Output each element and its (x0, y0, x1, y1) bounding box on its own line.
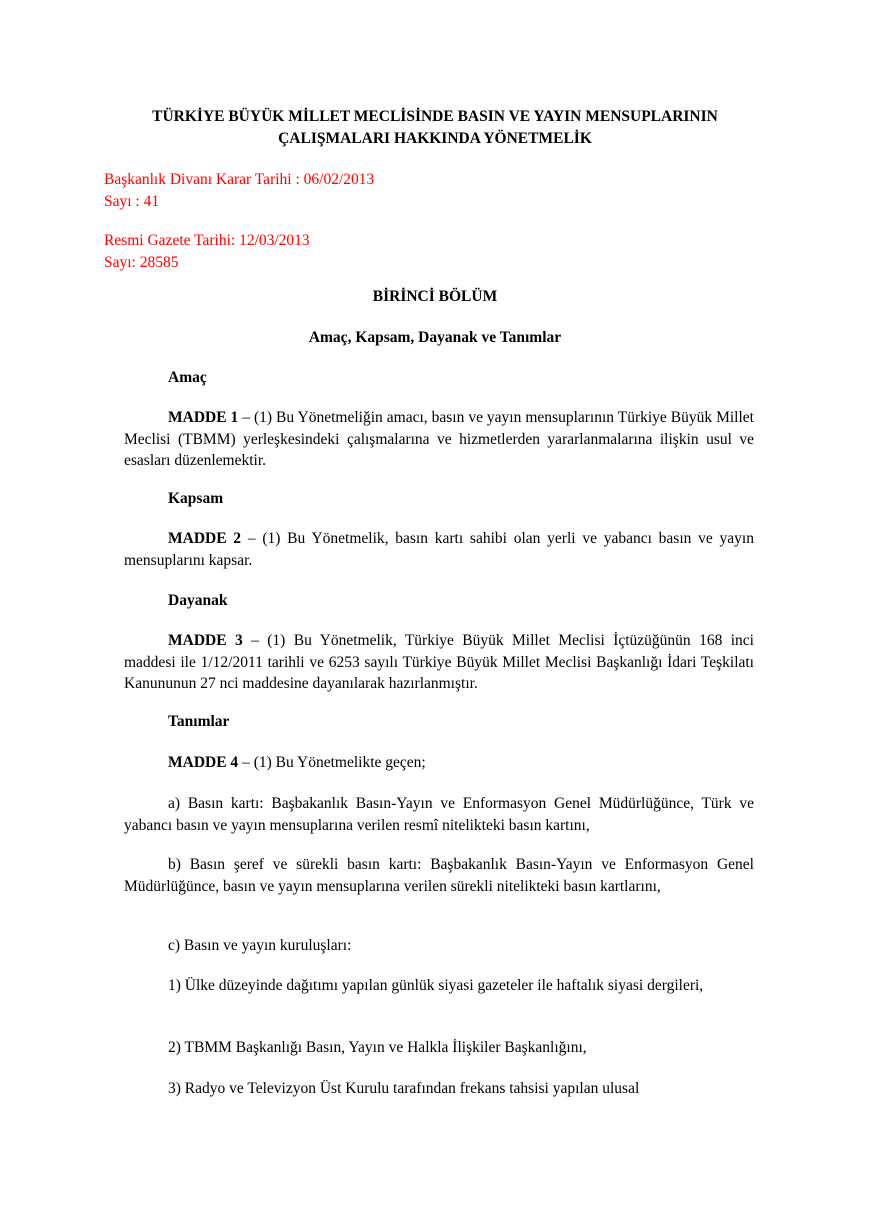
title-line-2: ÇALIŞMALARI HAKKINDA YÖNETMELİK (278, 130, 592, 147)
section-subtitle: Amaç, Kapsam, Dayanak ve Tanımlar (308, 329, 562, 346)
definition-c-2: 2) TBMM Başkanlığı Basın, Yayın ve Halkla İlişkiler Başkanlığını, (168, 1039, 587, 1056)
decision-number: Sayı : 41 (104, 193, 160, 210)
document-title (100, 106, 770, 150)
heading-purpose: Amaç (168, 369, 207, 386)
article-4-label: MADDE 4 (168, 754, 239, 771)
article-3 (124, 630, 754, 695)
article-4-text: – (1) Bu Yönetmelikte geçen; (238, 754, 426, 771)
heading-definitions: Tanımlar (168, 713, 230, 730)
article-4 (124, 752, 754, 774)
article-1 (124, 407, 754, 472)
gazette-number: Sayı: 28585 (104, 254, 179, 271)
definition-c-3: 3) Radyo ve Televizyon Üst Kurulu tarafından frekans tahsisi yapılan ulusal (168, 1080, 640, 1097)
article-3-label: MADDE 3 (168, 632, 243, 649)
definition-b: b) Basın şeref ve sürekli basın kartı: Başbakanlık Basın-Yayın ve Enformasyon Genel Müdürlüğünce, basın ve yayın mensuplarına verilen sürekli nitelikteki basın kartlarını, (124, 856, 754, 895)
gazette-date: Resmi Gazete Tarihi: 12/03/2013 (104, 232, 310, 249)
decision-date: Başkanlık Divanı Karar Tarihi : 06/02/2013 (104, 171, 375, 188)
section-title: BİRİNCİ BÖLÜM (372, 288, 498, 305)
article-2 (124, 528, 754, 571)
heading-scope: Kapsam (168, 490, 224, 507)
article-2-label: MADDE 2 (168, 530, 242, 547)
article-3-text: – (1) Bu Yönetmelik, Türkiye Büyük Millet Meclisi İçtüzüğünün 168 inci maddesi ile 1/12/2011 tarihli ve 6253 sayılı Türkiye Büyük Millet Meclisi Başkanlığı İdari Teşkilatı Kanununun 27 nci maddesine dayanılarak hazırlanmıştır. (124, 632, 754, 692)
article-1-text: – (1) Bu Yönetmeliğin amacı, basın ve yayın mensuplarının Türkiye Büyük Millet Meclisi (TBMM) yerleşkesindeki çalışmalarına ve hizmetlerden yararlanmalarına ilişkin usul ve esasları düzenlemektir. (124, 409, 754, 469)
heading-basis: Dayanak (168, 592, 228, 609)
definition-c: c) Basın ve yayın kuruluşları: (168, 937, 352, 954)
definition-a: a) Basın kartı: Başbakanlık Basın-Yayın ve Enformasyon Genel Müdürlüğünce, Türk ve yabancı basın ve yayın mensuplarına verilen resmî nitelikteki basın kartını, (124, 795, 754, 834)
article-2-text: – (1) Bu Yönetmelik, basın kartı sahibi olan yerli ve yabancı basın ve yayın mensuplarını kapsar. (124, 530, 754, 569)
gazette-meta (104, 230, 310, 274)
decision-meta (104, 169, 374, 213)
title-line-1: TÜRKİYE BÜYÜK MİLLET MECLİSİNDE BASIN VE YAYIN MENSUPLARININ (152, 108, 718, 125)
definition-c-1: 1) Ülke düzeyinde dağıtımı yapılan günlük siyasi gazeteler ile haftalık siyasi dergileri, (168, 977, 704, 994)
article-1-label: MADDE 1 (168, 409, 239, 426)
